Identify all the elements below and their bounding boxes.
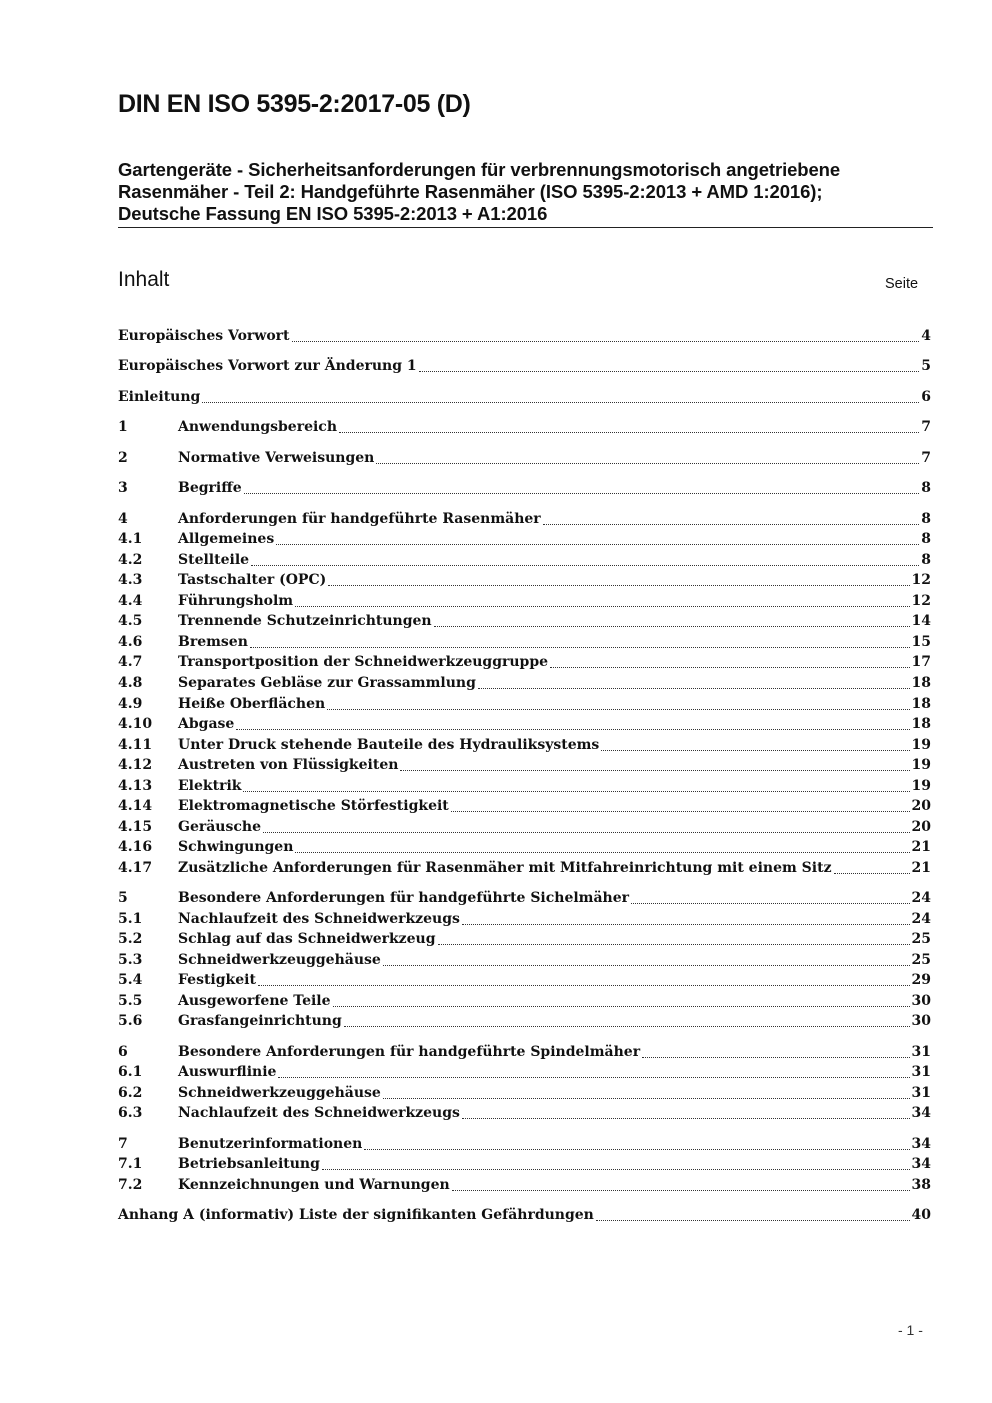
toc-entry[interactable] — [118, 694, 931, 714]
toc-dot-leader — [400, 769, 909, 771]
toc-entry[interactable] — [118, 1042, 931, 1062]
toc-entry-page: 40 — [911, 1207, 931, 1223]
toc-dot-leader — [631, 902, 909, 904]
toc-entry-page: 20 — [911, 819, 931, 835]
toc-entry-page: 12 — [911, 593, 931, 609]
toc-dot-leader — [258, 984, 910, 986]
toc-dot-leader — [328, 584, 909, 586]
toc-dot-leader — [438, 943, 910, 945]
toc-entry-title: Schneidwerkzeuggehäuse — [178, 1085, 381, 1101]
toc-entry-page: 14 — [911, 613, 931, 629]
document-subtitle — [118, 159, 933, 228]
toc-entry-page: 38 — [911, 1177, 931, 1193]
toc-entry[interactable] — [118, 326, 931, 346]
toc-dot-leader — [462, 923, 910, 925]
toc-dot-leader — [434, 625, 910, 627]
toc-heading: Inhalt — [118, 268, 170, 291]
document-title: DIN EN ISO 5395-2:2017-05 (D) — [118, 90, 471, 118]
toc-entry[interactable] — [118, 509, 931, 529]
toc-dot-leader — [278, 1076, 909, 1078]
toc-dot-leader — [339, 431, 919, 433]
toc-entry-title: Benutzerinformationen — [178, 1136, 363, 1152]
subtitle-line: Rasenmäher - Teil 2: Handgeführte Rasenmäher (ISO 5395-2:2013 + AMD 1:2016); — [118, 181, 823, 202]
toc-entry[interactable] — [118, 950, 931, 970]
toc-entry[interactable] — [118, 837, 931, 857]
toc-entry-title: Nachlaufzeit des Schneidwerkzeugs — [178, 911, 460, 927]
toc-entry-page: 12 — [911, 572, 931, 588]
toc-dot-leader — [344, 1025, 910, 1027]
toc-entry[interactable] — [118, 991, 931, 1011]
toc-entry-number: 4.17 — [118, 860, 153, 876]
toc-entry-number: 5.1 — [118, 911, 143, 927]
toc-dot-leader — [263, 831, 910, 833]
toc-entry-page: 30 — [911, 993, 931, 1009]
toc-dot-leader — [333, 1005, 910, 1007]
toc-entry[interactable] — [118, 387, 931, 407]
toc-entry[interactable] — [118, 448, 931, 468]
toc-dot-leader — [451, 810, 910, 812]
subtitle-line: Deutsche Fassung EN ISO 5395-2:2013 + A1:2016 — [118, 203, 548, 224]
toc-entry-title: Festigkeit — [178, 972, 256, 988]
toc-entry-number: 5.5 — [118, 993, 143, 1009]
toc-entry[interactable] — [118, 1154, 931, 1174]
toc-entry-title: Europäisches Vorwort — [118, 328, 290, 344]
toc-entry-page: 19 — [911, 757, 931, 773]
toc-dot-leader — [462, 1117, 910, 1119]
toc-entry-page: 24 — [911, 911, 931, 927]
toc-entry-page: 17 — [911, 654, 931, 670]
toc-entry-title: Auswurflinie — [178, 1064, 277, 1080]
toc-entry-number: 4.3 — [118, 572, 143, 588]
toc-entry-number: 4.1 — [118, 531, 143, 547]
toc-dot-leader — [295, 605, 909, 607]
toc-entry[interactable] — [118, 714, 931, 734]
toc-entry-title: Anforderungen für handgeführte Rasenmäher — [178, 511, 541, 527]
toc-entry-number: 4.15 — [118, 819, 153, 835]
toc-entry-page: 21 — [911, 860, 931, 876]
toc-dot-leader — [250, 646, 910, 648]
toc-entry-number: 5.6 — [118, 1013, 143, 1029]
toc-page-column-label: Seite — [885, 276, 919, 292]
toc-entry-title: Elektrik — [178, 778, 242, 794]
toc-entry[interactable] — [118, 1062, 931, 1082]
toc-entry-page: 20 — [911, 798, 931, 814]
toc-dot-leader — [244, 492, 920, 494]
toc-entry[interactable] — [118, 632, 931, 652]
toc-entry-title: Europäisches Vorwort zur Änderung 1 — [118, 358, 417, 374]
toc-entry[interactable] — [118, 796, 931, 816]
toc-entry-page: 31 — [911, 1044, 931, 1060]
toc-entry-title: Einleitung — [118, 389, 201, 405]
toc-entry-title: Normative Verweisungen — [178, 450, 375, 466]
toc-entry-page: 6 — [921, 389, 931, 405]
toc-dot-leader — [550, 666, 909, 668]
toc-entry-page: 19 — [911, 778, 931, 794]
toc-entry[interactable] — [118, 929, 931, 949]
toc-entry[interactable] — [118, 591, 931, 611]
toc-dot-leader — [376, 462, 919, 464]
toc-entry[interactable] — [118, 570, 931, 590]
toc-entry-title: Begriffe — [178, 480, 242, 496]
toc-entry-title: Führungsholm — [178, 593, 294, 609]
toc-entry-title: Elektromagnetische Störfestigkeit — [178, 798, 449, 814]
toc-entry-page: 29 — [911, 972, 931, 988]
toc-entry-page: 18 — [911, 716, 931, 732]
toc-entry-number: 4.7 — [118, 654, 143, 670]
toc-entry-number: 5.4 — [118, 972, 143, 988]
toc-entry-page: 15 — [911, 634, 931, 650]
toc-entry-number: 4.5 — [118, 613, 143, 629]
toc-dot-leader — [276, 543, 919, 545]
toc-entry[interactable] — [118, 888, 931, 908]
page-number: - 1 - — [898, 1322, 923, 1338]
toc-entry-page: 34 — [911, 1136, 931, 1152]
toc-entry[interactable] — [118, 776, 931, 796]
toc-entry-title: Trennende Schutzeinrichtungen — [178, 613, 432, 629]
toc-entry-page: 8 — [921, 480, 931, 496]
toc-dot-leader — [642, 1056, 909, 1058]
toc-entry-number: 4.11 — [118, 737, 153, 753]
toc-entry-page: 8 — [921, 531, 931, 547]
toc-dot-leader — [251, 564, 919, 566]
toc-entry-number: 1 — [118, 419, 128, 435]
toc-entry-title: Unter Druck stehende Bauteile des Hydrauliksystems — [178, 737, 600, 753]
toc-entry-number: 4.6 — [118, 634, 143, 650]
toc-entry[interactable] — [118, 1011, 931, 1031]
toc-entry-number: 5.2 — [118, 931, 143, 947]
toc-dot-leader — [236, 728, 909, 730]
toc-dot-leader — [383, 1097, 910, 1099]
toc-entry-title: Abgase — [178, 716, 235, 732]
toc-entry-number: 7 — [118, 1136, 128, 1152]
toc-entry-title: Tastschalter (OPC) — [178, 572, 327, 588]
toc-entry-title: Ausgeworfene Teile — [178, 993, 331, 1009]
toc-entry-title: Schlag auf das Schneidwerkzeug — [178, 931, 436, 947]
toc-entry-number: 5.3 — [118, 952, 143, 968]
toc-dot-leader — [295, 851, 909, 853]
toc-dot-leader — [322, 1168, 910, 1170]
toc-entry-title: Betriebsanleitung — [178, 1156, 320, 1172]
toc-entry-page: 25 — [911, 952, 931, 968]
toc-entry-number: 4 — [118, 511, 128, 527]
toc-entry[interactable] — [118, 858, 931, 878]
subtitle-line: Gartengeräte - Sicherheitsanforderungen für verbrennungsmotorisch angetriebene — [118, 159, 841, 180]
toc-entry-page: 7 — [921, 419, 931, 435]
toc-entry[interactable] — [118, 755, 931, 775]
toc-dot-leader — [327, 708, 909, 710]
toc-dot-leader — [383, 964, 910, 966]
toc-entry-title: Grasfangeinrichtung — [178, 1013, 342, 1029]
toc-entry-title: Transportposition der Schneidwerkzeuggruppe — [178, 654, 549, 670]
toc-entry[interactable] — [118, 529, 931, 549]
toc-entry[interactable] — [118, 1103, 931, 1123]
toc-entry-title: Separates Gebläse zur Grassammlung — [178, 675, 476, 691]
toc-entry-number: 2 — [118, 450, 128, 466]
toc-entry-number: 7.1 — [118, 1156, 143, 1172]
toc-entry-title: Anhang A (informativ) Liste der signifikanten Gefährdungen — [118, 1207, 594, 1223]
toc-dot-leader — [364, 1148, 909, 1150]
toc-entry-page: 30 — [911, 1013, 931, 1029]
toc-dot-leader — [601, 749, 909, 751]
toc-entry-number: 5 — [118, 890, 128, 906]
toc-entry-title: Stellteile — [178, 552, 250, 568]
toc-entry-title: Besondere Anforderungen für handgeführte Spindelmäher — [178, 1044, 641, 1060]
toc-entry[interactable] — [118, 1083, 931, 1103]
toc-entry-title: Schneidwerkzeuggehäuse — [178, 952, 381, 968]
toc-entry-title: Allgemeines — [178, 531, 275, 547]
toc-entry[interactable] — [118, 673, 931, 693]
toc-dot-leader — [596, 1219, 910, 1221]
toc-entry-number: 6.1 — [118, 1064, 143, 1080]
toc-entry[interactable] — [118, 1205, 931, 1225]
toc-entry-page: 5 — [921, 358, 931, 374]
toc-entry[interactable] — [118, 1175, 931, 1195]
toc-entry-page: 25 — [911, 931, 931, 947]
toc-entry-title: Kennzeichnungen und Warnungen — [178, 1177, 450, 1193]
toc-entry-page: 4 — [921, 328, 931, 344]
toc-entry-page: 34 — [911, 1105, 931, 1121]
toc-entry[interactable] — [118, 478, 931, 498]
toc-entry-number: 4.2 — [118, 552, 143, 568]
toc-entry[interactable] — [118, 735, 931, 755]
toc-dot-leader — [478, 687, 910, 689]
toc-entry-number: 6 — [118, 1044, 128, 1060]
toc-entry-number: 4.4 — [118, 593, 143, 609]
toc-entry-number: 6.3 — [118, 1105, 143, 1121]
toc-dot-leader — [834, 872, 910, 874]
toc-entry-page: 34 — [911, 1156, 931, 1172]
toc-entry-page: 7 — [921, 450, 931, 466]
toc-entry[interactable] — [118, 970, 931, 990]
toc-entry-title: Schwingungen — [178, 839, 294, 855]
toc-entry-page: 31 — [911, 1085, 931, 1101]
toc-dot-leader — [202, 401, 919, 403]
toc-entry-number: 4.16 — [118, 839, 153, 855]
toc-entry-title: Bremsen — [178, 634, 248, 650]
toc-dot-leader — [452, 1189, 910, 1191]
toc-entry-page: 21 — [911, 839, 931, 855]
toc-dot-leader — [243, 790, 909, 792]
toc-entry-title: Nachlaufzeit des Schneidwerkzeugs — [178, 1105, 460, 1121]
toc-entry-number: 6.2 — [118, 1085, 143, 1101]
toc-dot-leader — [292, 340, 920, 342]
toc-entry[interactable] — [118, 611, 931, 631]
toc-dot-leader — [543, 523, 920, 525]
toc-entry-page: 8 — [921, 552, 931, 568]
toc-entry-title: Geräusche — [178, 819, 261, 835]
toc-entry-page: 18 — [911, 675, 931, 691]
toc-entry[interactable] — [118, 1134, 931, 1154]
toc-entry[interactable] — [118, 356, 931, 376]
toc-entry-title: Austreten von Flüssigkeiten — [178, 757, 399, 773]
toc-entry-number: 4.8 — [118, 675, 143, 691]
toc-entry-title: Besondere Anforderungen für handgeführte Sichelmäher — [178, 890, 630, 906]
toc-entry-page: 19 — [911, 737, 931, 753]
toc-entry[interactable] — [118, 817, 931, 837]
toc-entry-number: 4.12 — [118, 757, 153, 773]
toc-entry-page: 24 — [911, 890, 931, 906]
toc-entry-page: 31 — [911, 1064, 931, 1080]
toc-entry-number: 7.2 — [118, 1177, 143, 1193]
toc-entry-number: 4.10 — [118, 716, 153, 732]
toc-entry-title: Zusätzliche Anforderungen für Rasenmäher mit Mitfahreinrichtung mit einem Sitz — [178, 860, 832, 876]
toc-entry-number: 4.14 — [118, 798, 153, 814]
toc-entry-number: 3 — [118, 480, 128, 496]
toc-entry[interactable] — [118, 652, 931, 672]
toc-entry-title: Heiße Oberflächen — [178, 696, 326, 712]
toc-entry-title: Anwendungsbereich — [178, 419, 337, 435]
toc-entry[interactable] — [118, 417, 931, 437]
toc-entry[interactable] — [118, 909, 931, 929]
toc-entry-page: 8 — [921, 511, 931, 527]
toc-entry-page: 18 — [911, 696, 931, 712]
toc-entry-number: 4.13 — [118, 778, 153, 794]
toc-entry-number: 4.9 — [118, 696, 143, 712]
toc-entry[interactable] — [118, 550, 931, 570]
toc-dot-leader — [419, 370, 920, 372]
